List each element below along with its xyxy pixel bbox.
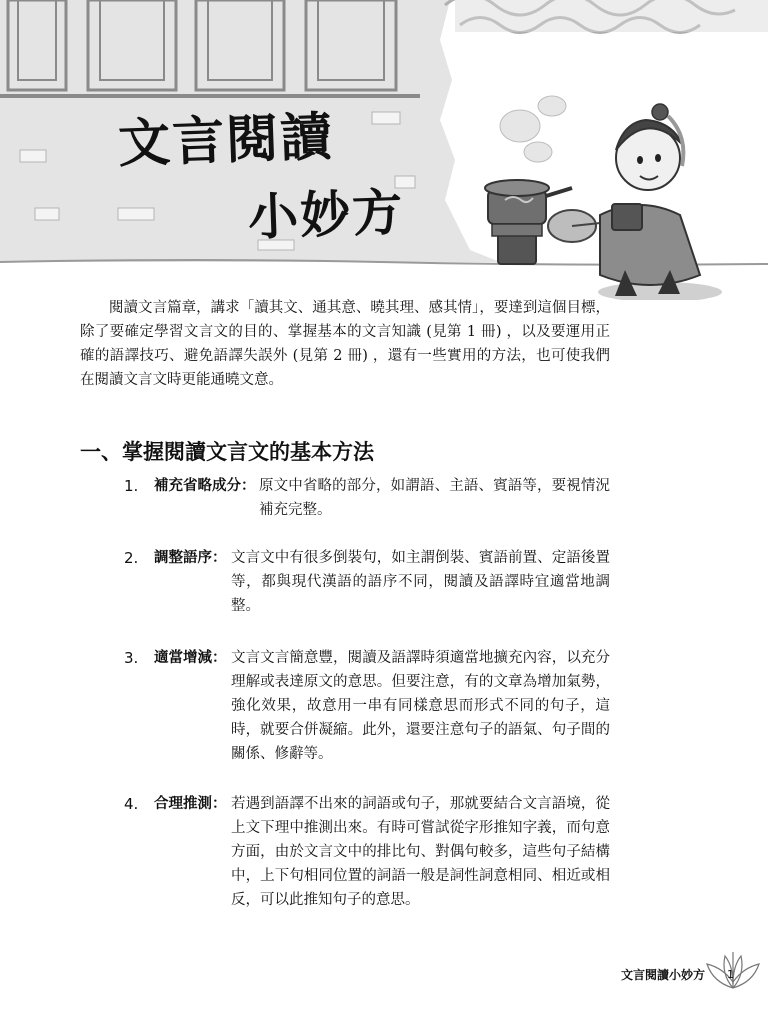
item-term: 合理推測： bbox=[154, 796, 227, 812]
method-item bbox=[124, 474, 610, 522]
item-description: 文言文言簡意豐，閱讀及語譯時須適當地擴充內容，以充分理解或表達原文的意思。但要注意，有的文章為增加氣勢，強化效果，故意用一串有同樣意思而形式不同的句子，這時，就要合併凝縮。此外，還要注意句子的語氣、句子間的關係、修辭等。 bbox=[231, 650, 610, 762]
footer-running-title: 文言閱讀小妙方 bbox=[621, 968, 706, 982]
boy-character bbox=[598, 104, 722, 300]
title-line-2: 小妙方 bbox=[247, 183, 406, 247]
item-number: 3. bbox=[124, 649, 139, 667]
intro-paragraph: 閱讀文言篇章，講求「讀其文、通其意、曉其理、感其情」，要達到這個目標，除了要確定學習文言文的目的、掌握基本的文言知識 (見第 1 冊) ，以及要運用正確的語譯技巧、避免語譯失誤外 (見第 2 冊) ，還有一些實用的方法，也可使我們在閱讀文言文時更能通曉文意。 bbox=[80, 300, 610, 388]
title-line-1: 文言閱讀 bbox=[117, 107, 336, 175]
item-term: 適當增減： bbox=[154, 650, 227, 666]
item-description: 若遇到語譯不出來的詞語或句子，那就要結合文言語境，從上文下理中推測出來。有時可嘗試從字形推知字義，而句意方面，由於文言文中的排比句、對偶句較多，這些句子結構中，上下句相同位置的詞語一般是詞性詞意相同、相近或相反，可以此推知句子的意思。 bbox=[231, 796, 610, 908]
item-description: 原文中省略的部分，如謂語、主語、賓語等，要視情況補充完整。 bbox=[259, 478, 610, 518]
method-item bbox=[124, 792, 610, 912]
method-item bbox=[124, 646, 610, 766]
page-number: 1 bbox=[727, 968, 734, 981]
item-description: 文言文中有很多倒裝句，如主謂倒裝、賓語前置、定語後置等，都與現代漢語的語序不同，閱讀及語譯時宜適當地調整。 bbox=[231, 550, 610, 614]
section-heading: 一、掌握閱讀文言文的基本方法 bbox=[80, 440, 374, 464]
item-term: 補充省略成分： bbox=[154, 478, 256, 494]
method-item bbox=[124, 546, 610, 618]
header-illustration bbox=[0, 0, 768, 300]
item-number: 4. bbox=[124, 795, 139, 813]
item-term: 調整語序： bbox=[154, 550, 227, 566]
item-number: 1. bbox=[124, 477, 139, 495]
item-number: 2. bbox=[124, 549, 139, 567]
